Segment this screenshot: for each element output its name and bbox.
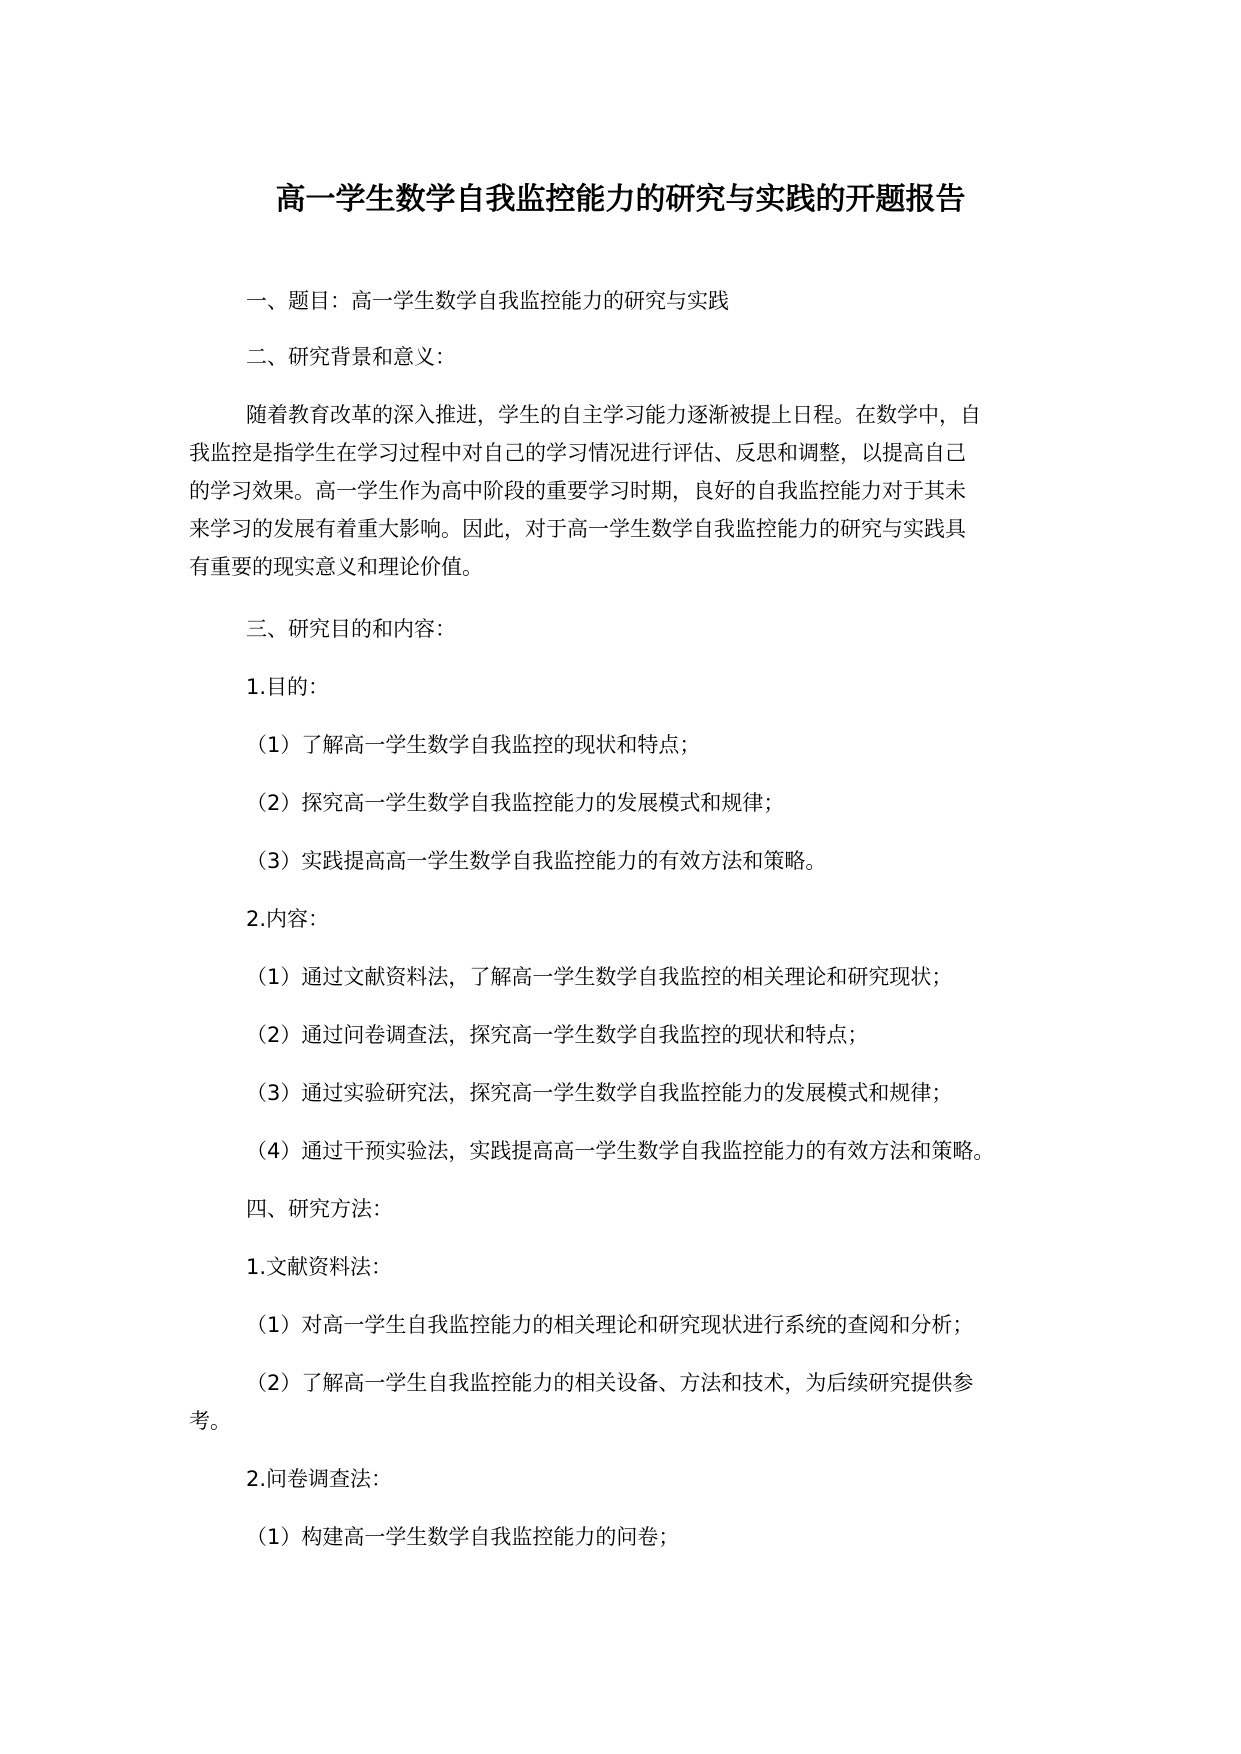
list-item: （2）通过问卷调查法，探究高一学生数学自我监控的现状和特点； bbox=[246, 1023, 869, 1047]
section-heading-topic: 一、题目：高一学生数学自我监控能力的研究与实践 bbox=[246, 289, 729, 313]
paragraph-line: 来学习的发展有着重大影响。因此，对于高一学生数学自我监控能力的研究与实践具 bbox=[189, 517, 966, 541]
list-item: （1）对高一学生自我监控能力的相关理论和研究现状进行系统的查阅和分析； bbox=[246, 1313, 974, 1337]
subheading-content: 2.内容： bbox=[246, 907, 330, 931]
section-heading-goals: 三、研究目的和内容： bbox=[246, 617, 456, 641]
document-title: 高一学生数学自我监控能力的研究与实践的开题报告 bbox=[275, 182, 966, 217]
list-item: （1）通过文献资料法，了解高一学生数学自我监控的相关理论和研究现状； bbox=[246, 965, 953, 989]
subheading-questionnaire: 2.问卷调查法： bbox=[246, 1467, 393, 1491]
list-item: （3）通过实验研究法，探究高一学生数学自我监控能力的发展模式和规律； bbox=[246, 1081, 953, 1105]
paragraph-line: 的学习效果。高一学生作为高中阶段的重要学习时期，良好的自我监控能力对于其未 bbox=[189, 479, 966, 503]
list-item: （4）通过干预实验法，实践提高高一学生数学自我监控能力的有效方法和策略。 bbox=[246, 1139, 995, 1163]
paragraph-line: 我监控是指学生在学习过程中对自己的学习情况进行评估、反思和调整，以提高自己 bbox=[189, 441, 966, 465]
section-heading-background: 二、研究背景和意义： bbox=[246, 345, 456, 369]
list-item: （2）探究高一学生数学自我监控能力的发展模式和规律； bbox=[246, 791, 785, 815]
list-item: （3）实践提高高一学生数学自我监控能力的有效方法和策略。 bbox=[246, 849, 827, 873]
subheading-literature: 1.文献资料法： bbox=[246, 1255, 393, 1279]
list-item-continuation: 考。 bbox=[189, 1409, 231, 1433]
subheading-purpose: 1.目的： bbox=[246, 675, 330, 699]
list-item: （1）了解高一学生数学自我监控的现状和特点； bbox=[246, 733, 701, 757]
paragraph-line: 随着教育改革的深入推进，学生的自主学习能力逐渐被提上日程。在数学中，自 bbox=[246, 403, 981, 427]
list-item: （1）构建高一学生数学自我监控能力的问卷； bbox=[246, 1525, 680, 1549]
paragraph-line: 有重要的现实意义和理论价值。 bbox=[189, 555, 483, 579]
list-item: （2）了解高一学生自我监控能力的相关设备、方法和技术，为后续研究提供参 bbox=[246, 1371, 974, 1395]
section-heading-methods: 四、研究方法： bbox=[246, 1197, 393, 1221]
